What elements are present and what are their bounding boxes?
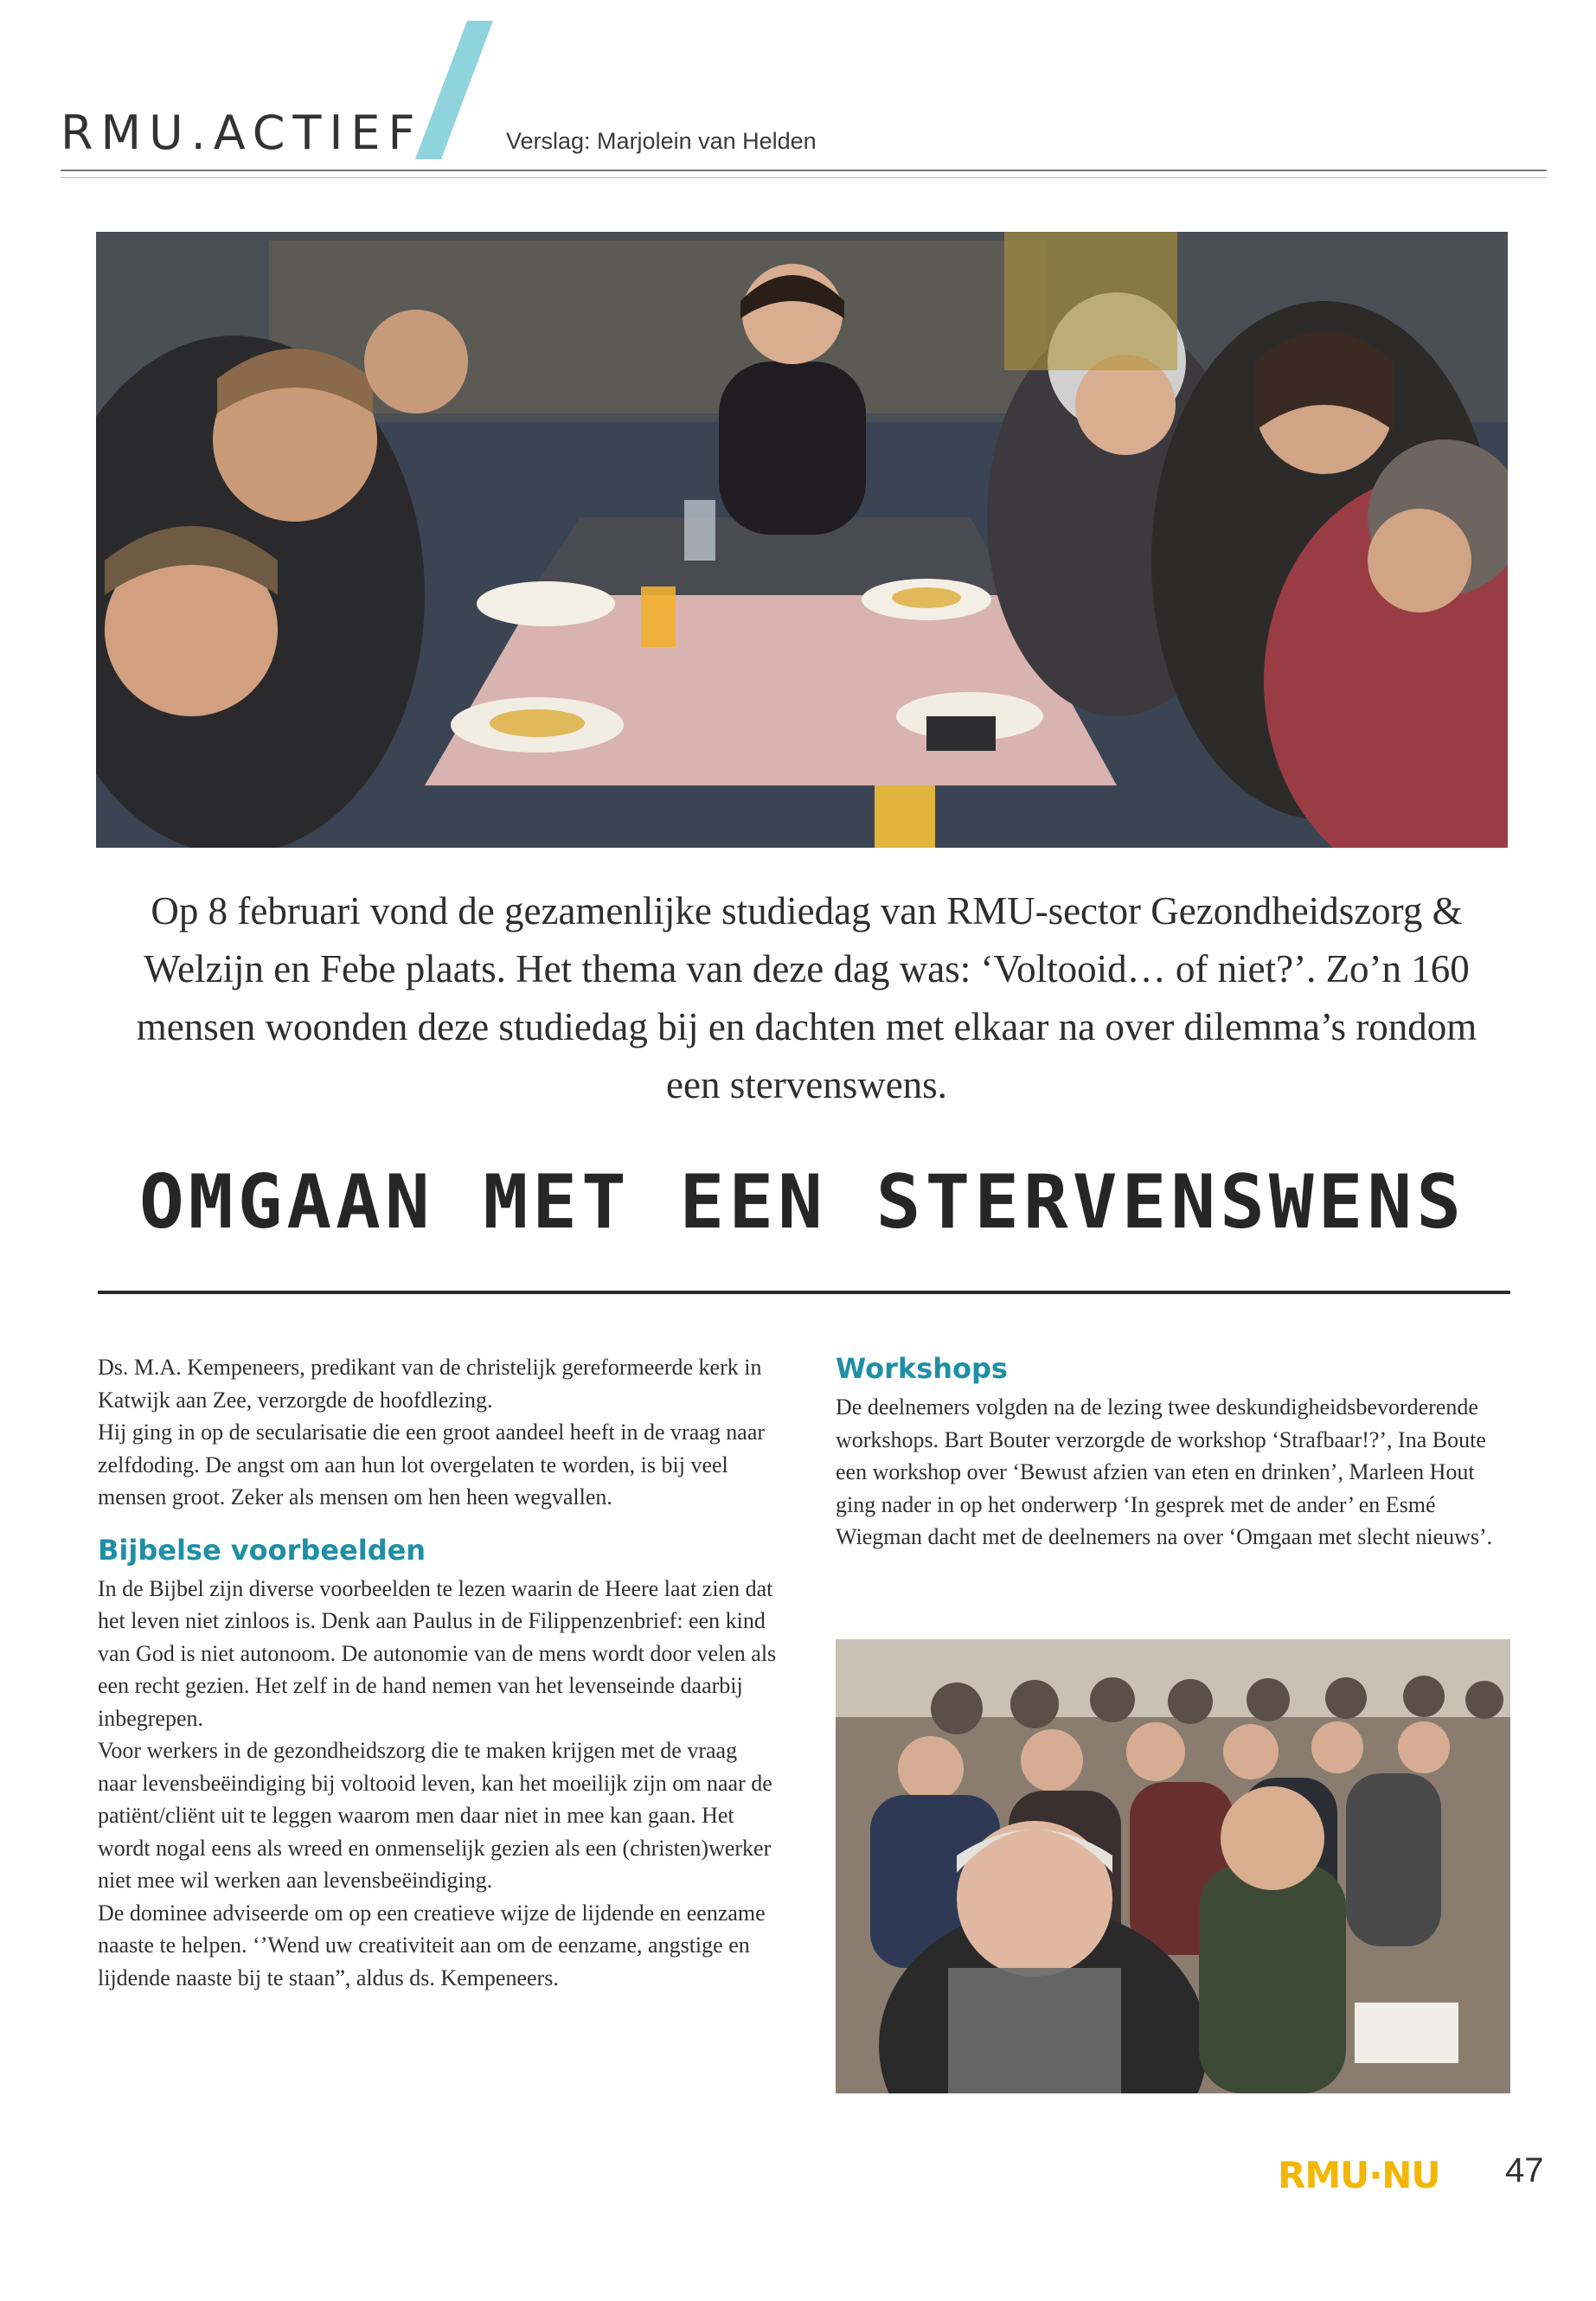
article-headline: OMGAAN MET EEN STERVENSWENS xyxy=(139,1159,1465,1246)
right-column xyxy=(836,1351,1510,1554)
subhead-bijbelse-voorbeelden: Bijbelse voorbeelden xyxy=(98,1533,426,1567)
body-paragraph: Voor werkers in de gezondheidszorg die te maken krijgen met de vraag naar levensbeëindiging bij voltooid leven, kan het moeilijk zijn om naar de patiënt/cliënt uit te leggen waarom men daar niet in mee kan gaan. Het wordt nogal eens als wreed en onmenselijk gezien als een (christen)werker niet mee wil werken aan levensbeëindiging. xyxy=(98,1738,772,1893)
intro-paragraph: Op 8 februari vond de gezamenlijke studiedag van RMU-sector Gezondheidszorg & Welzijn en Febe plaats. Het thema van deze dag was: ‘Voltooid… of niet?’. Zo’n 160 mensen woonden deze studiedag bij en dachten met elkaar na over dilemma’s rondom een stervenswens. xyxy=(136,889,1477,1106)
body-paragraph: In de Bijbel zijn diverse voorbeelden te lezen waarin de Heere laat zien dat het leven niet zinloos is. Denk aan Paulus in de Filippenzenbrief: een kind van God is niet autonoom. De autonomie van de mens wordt door velen als een recht gezien. Het zelf in de hand nemen van het levenseinde daarbij inbegrepen. xyxy=(98,1575,777,1731)
left-column xyxy=(98,1351,781,1994)
subhead-workshops: Workshops xyxy=(836,1352,1008,1385)
audience-photo xyxy=(836,1639,1510,2093)
header-divider-thin xyxy=(61,177,1547,178)
body-paragraph: Hij ging in op de secularisatie die een groot aandeel heeft in de vraag naar zelfdoding. De angst om aan hun lot overgelaten te worden, is bij veel mensen groot. Zeker als mensen om hen heen wegvallen. xyxy=(98,1420,766,1509)
page-number: 47 xyxy=(1505,2151,1544,2189)
headline-divider xyxy=(98,1291,1510,1294)
header-divider xyxy=(61,170,1547,171)
rmu-nu-logo: RMU·NU xyxy=(1278,2154,1440,2196)
body-paragraph: De deelnemers volgden na de lezing twee deskundigheidsbevorderende workshops. Bart Bouter verzorgde de workshop ‘Strafbaar!?’, Ina Boute een workshop over ‘Bewust afzien van eten en drinken’, Marleen Hout ging nader in op het onderwerp ‘In gesprek met de ander’ en Esmé Wiegman dacht met de deelnemers na over ‘Omgaan met slecht nieuws’. xyxy=(836,1394,1493,1549)
hero-photo-dinner-table xyxy=(96,232,1508,848)
body-paragraph: Ds. M.A. Kempeneers, predikant van de christelijk gereformeerde kerk in Katwijk aan Zee, verzorgde de hoofdlezing. xyxy=(98,1355,762,1413)
body-paragraph: De dominee adviseerde om op een creatieve wijze de lijdende en eenzame naaste te helpen. ‘’Wend uw creativiteit aan om de eenzame, angstige en lijdende naaste bij te staan”, aldus ds. Kempeneers. xyxy=(98,1900,766,1990)
section-label: RMU.ACTIEF xyxy=(61,106,423,160)
byline: Verslag: Marjolein van Helden xyxy=(506,128,817,154)
decorative-slash xyxy=(413,21,500,159)
